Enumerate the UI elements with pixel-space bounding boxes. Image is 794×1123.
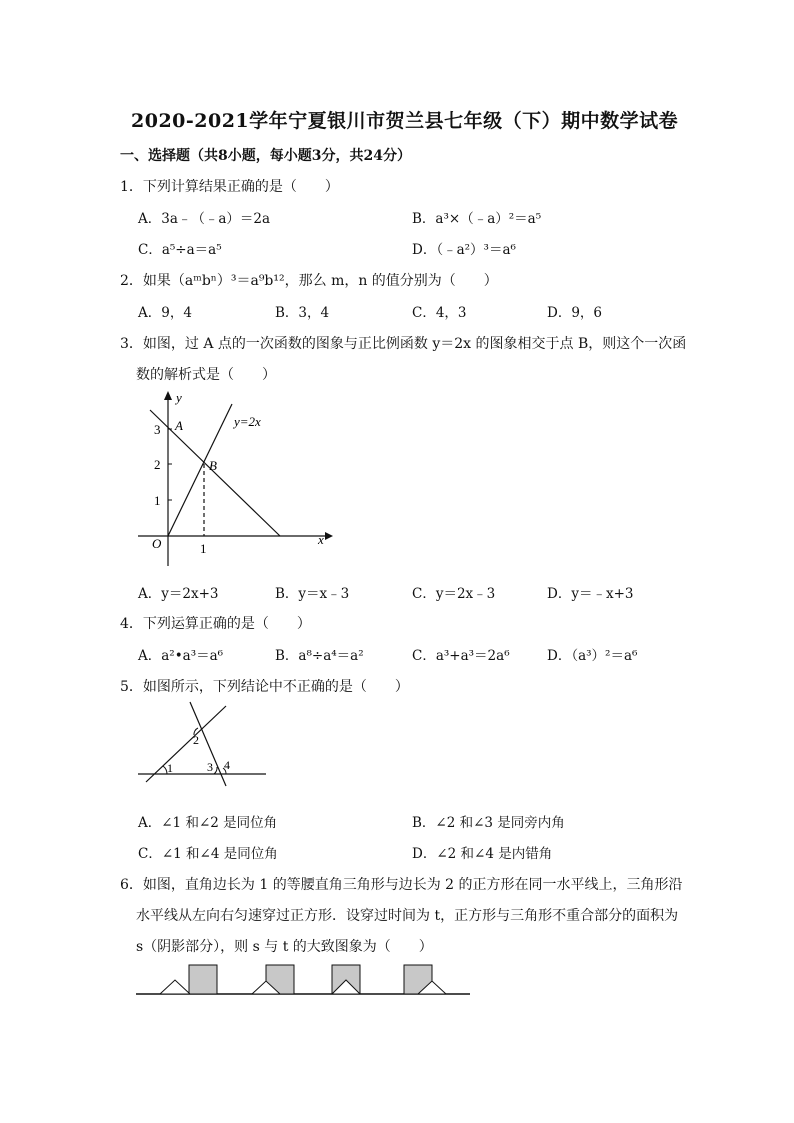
question-3-stem-line-2: 数的解析式是（ ） bbox=[136, 367, 276, 383]
y-axis-label: y bbox=[176, 390, 182, 405]
point-a-label: A bbox=[175, 418, 183, 433]
question-6-motion-figure bbox=[134, 962, 474, 1000]
question-6-stem-line-3: s（阴影部分），则 s 与 t 的大致图象为（ ） bbox=[136, 939, 433, 955]
question-1-option-d: D．（﹣a²）³＝a⁶ bbox=[412, 242, 516, 258]
question-3-option-a: A．y＝2x+3 bbox=[138, 586, 219, 602]
question-2-option-c: C．4，3 bbox=[412, 305, 467, 321]
question-1-stem: 1．下列计算结果正确的是（ ） bbox=[120, 179, 339, 195]
question-3-option-c: C．y＝2x﹣3 bbox=[412, 586, 496, 602]
question-6-stem-line-1: 6．如图，直角边长为 1 的等腰直角三角形与边长为 2 的正方形在同一水平线上，三角形沿 bbox=[120, 877, 683, 893]
y-tick-2: 2 bbox=[154, 457, 161, 472]
angle-3-label: 3 bbox=[207, 760, 213, 774]
angle-1-label: 1 bbox=[167, 761, 173, 775]
question-2-option-a: A．9，4 bbox=[138, 305, 192, 321]
question-5-option-c: C．∠1 和∠4 是同位角 bbox=[138, 846, 278, 862]
line-label: y=2x bbox=[234, 414, 261, 429]
question-5-option-a: A．∠1 和∠2 是同位角 bbox=[138, 815, 278, 831]
question-5-angles-figure bbox=[134, 698, 274, 788]
point-b-label: B bbox=[209, 458, 217, 473]
question-3-option-d: D．y＝﹣x+3 bbox=[547, 586, 634, 602]
origin-label: O bbox=[152, 536, 162, 551]
question-5-option-b: B．∠2 和∠3 是同旁内角 bbox=[412, 815, 565, 831]
question-4-option-d: D．（a³）²＝a⁶ bbox=[547, 648, 638, 664]
x-axis-label: x bbox=[318, 532, 324, 547]
question-5-stem: 5．如图所示，下列结论中不正确的是（ ） bbox=[120, 679, 409, 695]
angle-2-label: 2 bbox=[193, 733, 199, 747]
question-4-stem: 4．下列运算正确的是（ ） bbox=[120, 616, 311, 632]
question-3-option-b: B．y＝x﹣3 bbox=[275, 586, 350, 602]
question-2-stem: 2．如果（aᵐbⁿ）³＝a⁹b¹²，那么 m，n 的值分别为（ ） bbox=[120, 273, 498, 289]
question-3-stem-line-1: 3．如图，过 A 点的一次函数的图象与正比例函数 y＝2x 的图象相交于点 B，则这个一次函 bbox=[120, 336, 687, 352]
question-2-option-b: B．3，4 bbox=[275, 305, 330, 321]
x-tick-1: 1 bbox=[200, 541, 207, 556]
question-2-option-d: D．9，6 bbox=[547, 305, 603, 321]
question-4-option-a: A．a²•a³＝a⁶ bbox=[138, 648, 224, 664]
question-3-graph-figure bbox=[130, 388, 340, 573]
y-tick-3: 3 bbox=[154, 422, 161, 437]
question-1-option-a: A．3a﹣（﹣a）＝2a bbox=[138, 211, 271, 227]
question-5-option-d: D．∠2 和∠4 是内错角 bbox=[412, 846, 553, 862]
page-title: 2020-2021学年宁夏银川市贺兰县七年级（下）期中数学试卷 bbox=[131, 110, 679, 132]
question-1-option-c: C．a⁵÷a＝a⁵ bbox=[138, 242, 222, 258]
y-tick-1: 1 bbox=[154, 493, 161, 508]
question-6-stem-line-2: 水平线从左向右匀速穿过正方形．设穿过时间为 t，正方形与三角形不重合部分的面积为 bbox=[136, 908, 679, 924]
angle-4-label: 4 bbox=[224, 758, 230, 772]
question-1-option-b: B．a³×（﹣a）²＝a⁵ bbox=[412, 211, 542, 227]
section-heading: 一、选择题（共8小题，每小题3分，共24分） bbox=[120, 148, 411, 164]
question-4-option-b: B．a⁸÷a⁴＝a² bbox=[275, 648, 364, 664]
question-4-option-c: C．a³+a³＝2a⁶ bbox=[412, 648, 510, 664]
